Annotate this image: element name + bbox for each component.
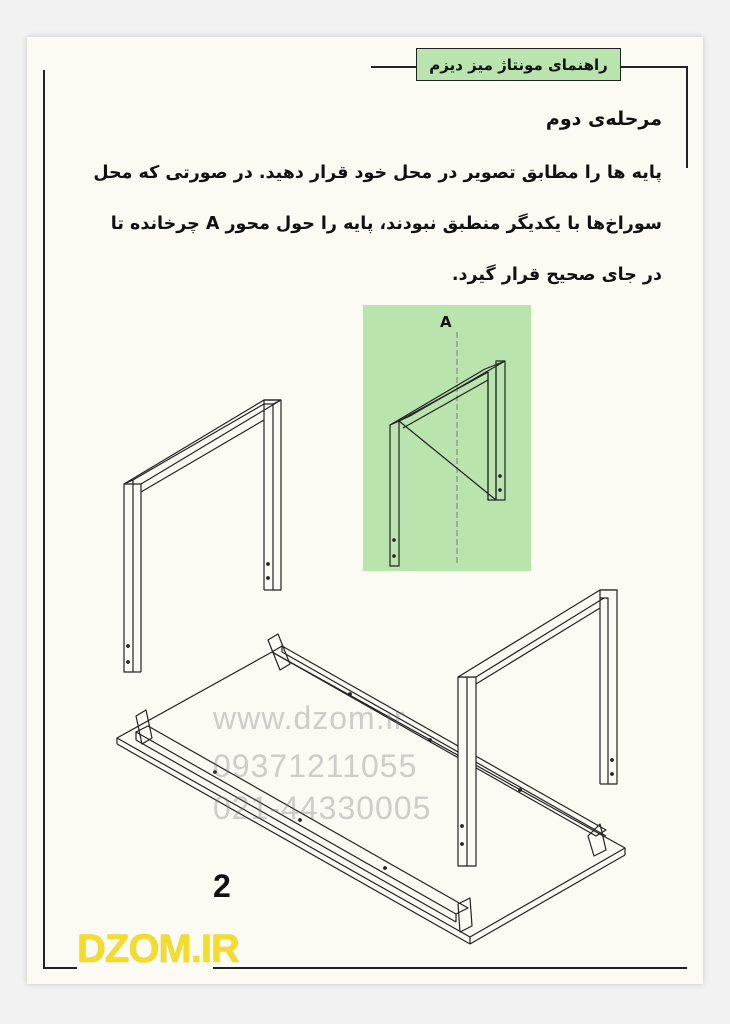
brand-logo: DZOM.IR <box>77 927 239 971</box>
right-leg <box>458 590 617 866</box>
inset-leg <box>390 361 505 566</box>
axis-label: A <box>440 313 452 331</box>
instruction-line: سوراخ‌ها با یکدیگر منطبق نبودند، پایه را حول محور A چرخانده تا <box>110 214 662 234</box>
watermark-site: www.dzom.ir <box>213 700 406 736</box>
instruction-line: پایه ها را مطابق تصویر در محل خود قرار دهید. در صورتی که محل <box>93 163 662 183</box>
watermark-phone-1: 09371211055 <box>213 748 418 784</box>
step-number: 2 <box>213 868 231 904</box>
instruction-line: در جای صحیح قرار گیرد. <box>451 265 662 285</box>
step-title: مرحله‌ی دوم <box>545 108 662 130</box>
watermark-phone-2: 021-44330005 <box>213 790 432 826</box>
header-tag: راهنمای مونتاژ میز دیزم <box>416 48 621 81</box>
left-leg <box>124 400 281 672</box>
